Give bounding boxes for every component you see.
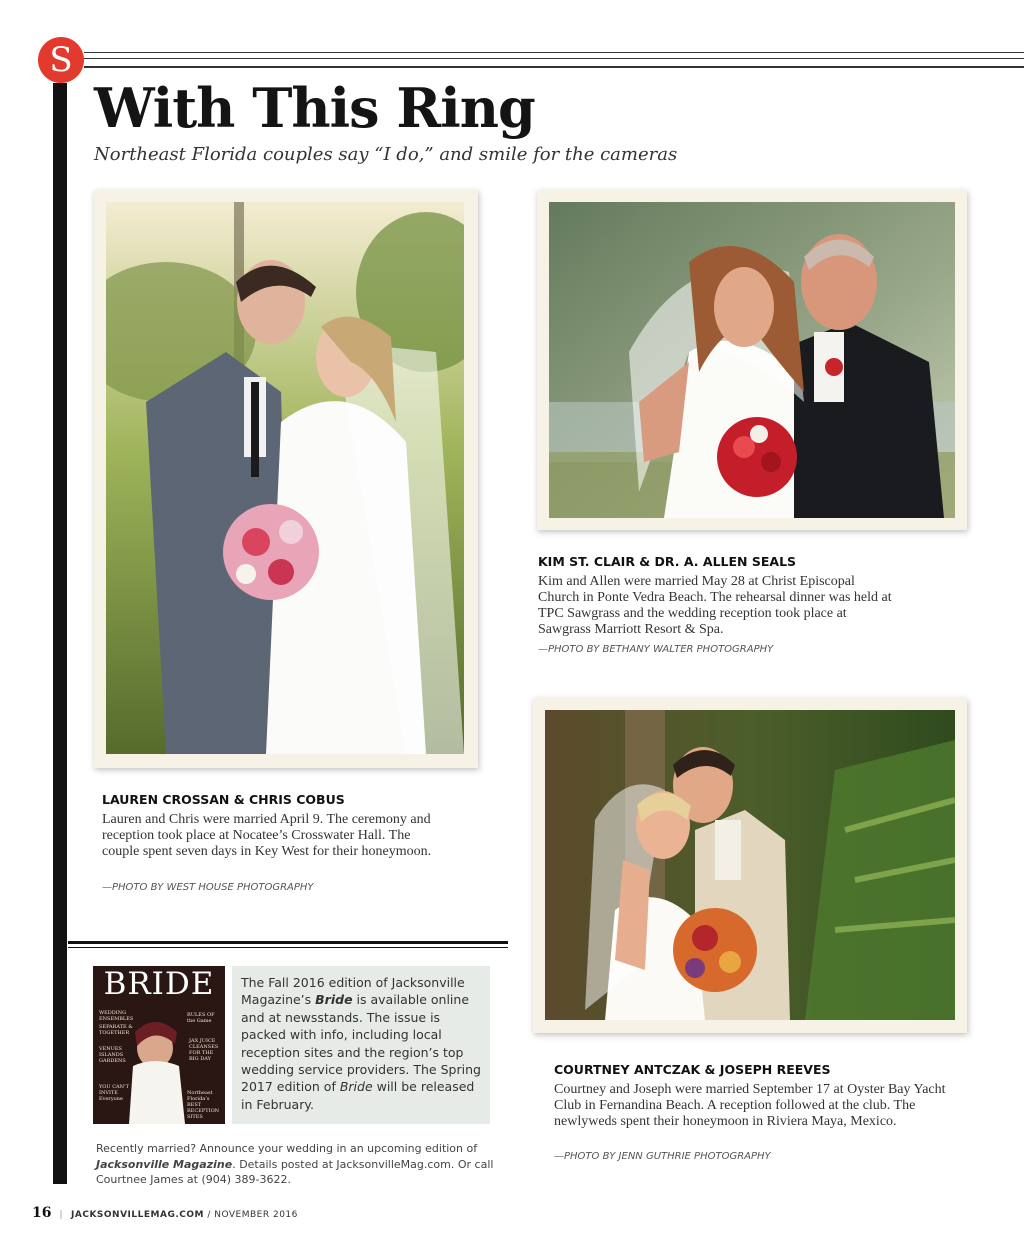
cover-line: JAX JUICE CLEANSES FOR THE BIG DAY: [189, 1038, 219, 1062]
cover-line: YOU CAN’T INVITE Everyone: [99, 1084, 129, 1102]
couple-name-courtney-joseph: COURTNEY ANTCZAK & JOSEPH REEVES: [554, 1062, 831, 1077]
photo-lauren-chris: [106, 202, 464, 754]
couple-name-kim-allen: KIM ST. CLAIR & DR. A. ALLEN SEALS: [538, 554, 797, 569]
cover-line: RULES OF the Game: [187, 1012, 215, 1024]
photo-kim-allen: [549, 202, 955, 518]
header-rule-middle: [84, 58, 1024, 59]
footer-separator: |: [59, 1210, 64, 1220]
photo-courtney-joseph: [545, 710, 955, 1020]
cover-line: WEDDING ENSEMBLES: [99, 1010, 134, 1022]
photo-frame-lauren-chris: [94, 190, 478, 768]
couple-name-lauren-chris: LAUREN CROSSAN & CHRIS COBUS: [102, 792, 345, 807]
photo-credit-courtney-joseph: —PHOTO BY JENN GUTHRIE PHOTOGRAPHY: [554, 1151, 771, 1162]
photo-frame-courtney-joseph: [533, 698, 967, 1033]
footer-site: JACKSONVILLEMAG.COM: [71, 1210, 204, 1220]
page-number: 16: [32, 1205, 52, 1221]
page-subtitle: Northeast Florida couples say “I do,” and smile for the cameras: [94, 144, 678, 165]
cover-line: SEPARATE & TOGETHER: [99, 1024, 133, 1036]
promo-rule-thick: [68, 941, 508, 944]
announcement-note: Recently married? Announce your wedding in an upcoming edition of Jacksonville Magazine. Details posted at JacksonvilleMag.com. Or call Courtnee James at (904) 389-3622.: [96, 1142, 494, 1186]
header-rule-bottom: [84, 66, 1024, 68]
couple-story-lauren-chris: Lauren and Chris were married April 9. The ceremony and reception took place at Nocatee’s Crosswater Hall. The couple spent seven days in Key West for their honeymoon.: [102, 812, 432, 859]
page-footer: [32, 1205, 298, 1221]
cover-title: BRIDE: [103, 966, 215, 1002]
promo-text: The Fall 2016 edition of Jacksonville Magazine’s Bride is available online and at newsstands. The issue is packed with info, including local reception sites and the region’s top wedding service providers. The Spring 2017 edition of Bride will be released in February.: [241, 975, 481, 1112]
cover-line: Northeast Florida’s BEST RECEPTION SITES: [187, 1090, 220, 1120]
promo-rule-thin: [68, 947, 508, 948]
bride-magazine-cover: [93, 966, 225, 1124]
photo-credit-lauren-chris: —PHOTO BY WEST HOUSE PHOTOGRAPHY: [102, 882, 314, 893]
couple-story-kim-allen: Kim and Allen were married May 28 at Christ Episcopal Church in Ponte Vedra Beach. The rehearsal dinner was held at TPC Sawgrass and the wedding reception took place at Sawgrass Marriott Resort & Spa.: [538, 574, 892, 637]
photo-frame-kim-allen: [537, 190, 967, 530]
couple-story-courtney-joseph: Courtney and Joseph were married September 17 at Oyster Bay Yacht Club in Fernandina Beach. A reception followed at the club. The newlyweds spent their honeymoon in Riviera Maya, Mexico.: [554, 1082, 946, 1129]
footer-issue: / NOVEMBER 2016: [207, 1210, 298, 1220]
photo-credit-kim-allen: —PHOTO BY BETHANY WALTER PHOTOGRAPHY: [538, 644, 774, 655]
section-badge: S: [38, 37, 84, 83]
left-accent-bar: [53, 83, 67, 1184]
cover-line: VENUES ISLANDS GARDENS: [99, 1046, 126, 1064]
header-rule-top: [84, 52, 1024, 53]
page-title: With This Ring: [94, 76, 535, 140]
